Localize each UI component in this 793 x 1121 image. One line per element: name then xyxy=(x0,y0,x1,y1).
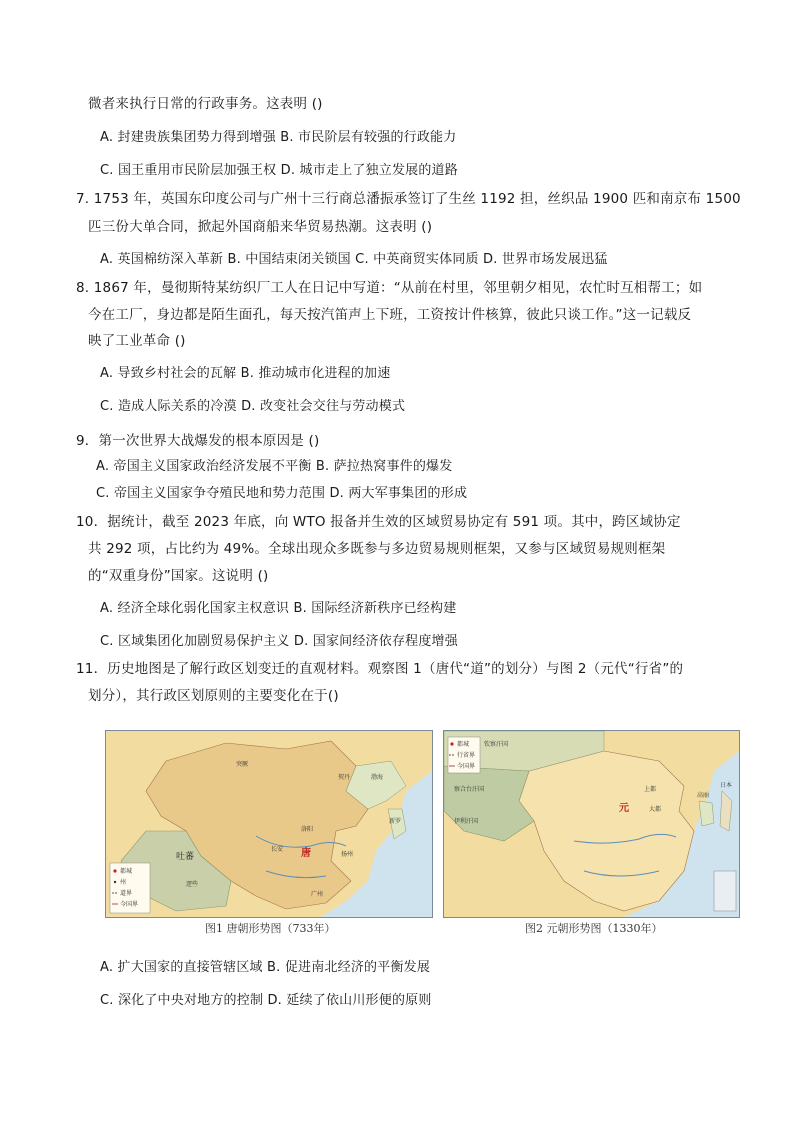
yuan-map-caption: 图2 元朝形势图（1330年） xyxy=(525,922,663,935)
question-8-line-1: 8. 1867 年，曼彻斯特某纺织厂工人在日记中写道：“从前在村里，邻里朝夕相见，农忙时互相帮工；如 xyxy=(76,280,703,296)
option-line: C. 造成人际关系的冷漠 D. 改变社会交往与劳动模式 xyxy=(100,399,406,414)
question-8-line-2: 今在工厂，身边都是陌生面孔，每天按汽笛声上下班，工资按计件核算，彼此只谈工作。”这一记载反 xyxy=(88,307,692,323)
option-line: C. 深化了中央对地方的控制 D. 延续了依山川形便的原则 xyxy=(100,993,432,1008)
option-line: C. 区域集团化加剧贸易保护主义 D. 国家间经济依存程度增强 xyxy=(100,634,458,649)
option-line: C. 国王重用市民阶层加强王权 D. 城市走上了独立发展的道路 xyxy=(100,163,458,178)
legend-item: 州 xyxy=(120,879,127,886)
tang-map xyxy=(105,730,433,918)
legend-item: 都城 xyxy=(457,741,470,748)
tubo-label: 吐蕃 xyxy=(176,852,195,862)
question-7-line-2: 匹三份大单合同，掀起外国商船来华贸易热潮。这表明 () xyxy=(88,219,433,235)
japan-label: 日本 xyxy=(720,782,733,789)
option-line: A. 英国棉纺深入革新 B. 中国结束闭关锁国 C. 中英商贸实体同质 D. 世界市场发展迅猛 xyxy=(100,252,608,267)
tang-label: 唐 xyxy=(301,848,311,859)
option-line: A. 封建贵族集团势力得到增强 B. 市民阶层有较强的行政能力 xyxy=(100,130,457,145)
guangzhou-label: 广州 xyxy=(311,891,324,898)
kipchak-label: 钦察汗国 xyxy=(484,741,509,748)
shangdu-label: 上都 xyxy=(644,786,657,793)
legend-item: 今国界 xyxy=(120,901,139,908)
changan-label: 长安 xyxy=(271,846,284,853)
bohai-label: 渤海 xyxy=(371,774,384,781)
tang-map-caption: 图1 唐朝形势图（733年） xyxy=(205,922,336,935)
legend-item: 道界 xyxy=(120,890,133,897)
chagatai-label: 察合台汗国 xyxy=(454,786,485,793)
ilkhanate-label: 伊利汗国 xyxy=(454,818,479,825)
luoyang-label: 洛阳 xyxy=(301,826,314,833)
dadu-label: 大都 xyxy=(649,806,662,813)
legend-item: 行省界 xyxy=(457,752,476,759)
question-9-line: 9．第一次世界大战爆发的根本原因是 () xyxy=(76,433,320,449)
option-line: C. 帝国主义国家争夺殖民地和势力范围 D. 两大军事集团的形成 xyxy=(96,486,468,501)
xinluo-label: 新罗 xyxy=(389,818,402,825)
option-line: A. 经济全球化弱化国家主权意识 B. 国际经济新秩序已经构建 xyxy=(100,601,457,616)
question-10-line-3: 的“双重身份”国家。这说明 () xyxy=(88,568,269,584)
goryeo-label: 高丽 xyxy=(697,792,710,799)
question-11-line-1: 11．历史地图是了解行政区划变迁的直观材料。观察图 1（唐代“道”的划分）与图 2（元代“行省”的 xyxy=(76,661,684,677)
option-line: A. 导致乡村社会的瓦解 B. 推动城市化进程的加速 xyxy=(100,366,391,381)
question-8-line-3: 映了工业革命 () xyxy=(88,333,186,349)
text-line: 微者来执行日常的行政事务。这表明 () xyxy=(88,96,323,112)
option-line: A. 扩大国家的直接管辖区域 B. 促进南北经济的平衡发展 xyxy=(100,960,431,975)
tujue-label: 突厥 xyxy=(236,761,249,768)
question-11-line-2: 划分），其行政区划原则的主要变化在于() xyxy=(88,688,339,704)
question-10-line-2: 共 292 项，占比约为 49%。全球出现众多既参与多边贸易规则框架，又参与区域贸易规则框架 xyxy=(88,541,666,557)
yangzhou-label: 扬州 xyxy=(341,851,354,858)
luoxie-label: 逻些 xyxy=(186,881,199,888)
option-line: A. 帝国主义国家政治经济发展不平衡 B. 萨拉热窝事件的爆发 xyxy=(96,459,453,474)
legend-item: 今国界 xyxy=(457,763,476,770)
question-7-line-1: 7. 1753 年，英国东印度公司与广州十三行商总潘振承签订了生丝 1192 担，丝织品 1900 匹和南京布 1500 xyxy=(76,191,741,207)
legend-item: 都城 xyxy=(120,868,133,875)
question-10-line-1: 10．据统计，截至 2023 年底，向 WTO 报备并生效的区域贸易协定有 591 项。其中，跨区域协定 xyxy=(76,514,681,530)
yuan-map xyxy=(443,730,740,918)
maps-figure xyxy=(105,730,740,940)
yuan-label: 元 xyxy=(619,803,629,814)
qidan-label: 契丹 xyxy=(338,774,351,781)
